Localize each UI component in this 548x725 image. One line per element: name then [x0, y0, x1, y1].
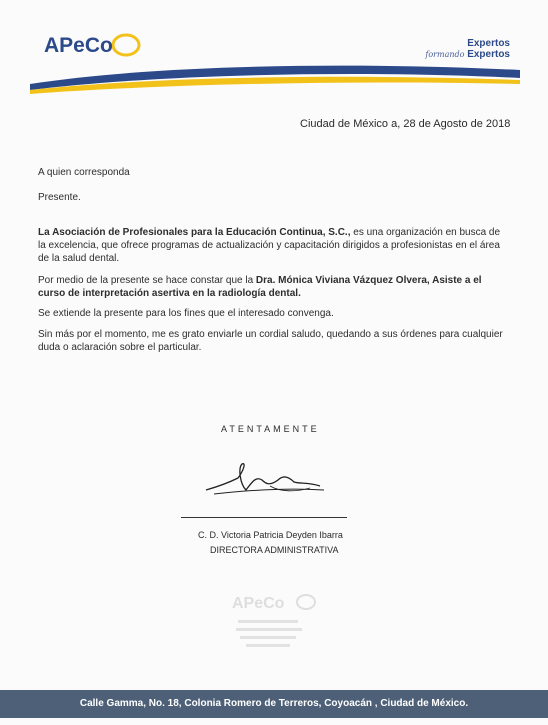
paragraph-purpose: Se extiende la presente para los fines que el interesado convenga.: [38, 308, 334, 319]
presente: Presente.: [38, 192, 81, 203]
letter-date: Ciudad de México a, 28 de Agosto de 2018: [300, 118, 511, 130]
paragraph-closing: Sin más por el momento, me es grato enviarle un cordial saludo, quedando a sus órdenes para cualquier duda o aclaración sobre el particular.: [38, 329, 503, 353]
signer-name: C. D. Victoria Patricia Deyden Ibarra: [198, 530, 343, 540]
paragraph-intro: [38, 226, 503, 265]
signer-role: DIRECTORA ADMINISTRATIVA: [210, 545, 339, 555]
tagline-bold: Expertos: [467, 49, 510, 60]
paragraph-certification-start: Por medio de la presente se hace constar que la: [38, 275, 256, 286]
salutation: A quien corresponda: [38, 167, 130, 178]
header-swoosh: [0, 56, 548, 116]
handwritten-signature: [200, 456, 330, 506]
paragraph-certification: [38, 274, 503, 300]
tagline-italic: formando: [425, 50, 465, 59]
logo-text: APeCo: [44, 34, 113, 57]
association-name: La Asociación de Profesionales para la Educación Continua, S.C.,: [38, 227, 351, 238]
footer-address-bar: Calle Gamma, No. 18, Colonia Romero de Terreros, Coyoacán , Ciudad de México.: [0, 690, 548, 718]
svg-text:APeCo: APeCo: [232, 595, 285, 612]
paragraph-intro-rest: es una organización en busca de la excelencia, que ofrece programas de actualización y capacitación dirigidos a profesionistas en el área de la salud dental.: [38, 227, 501, 264]
tagline-line1: Expertos: [467, 38, 510, 49]
signature-line: [181, 517, 347, 518]
participant-and-course: Dra. Mónica Viviana Vázquez Olvera, Asiste a el curso de interpretación asertiva en la radiología dental.: [38, 275, 482, 299]
faded-seal-stamp: [226, 590, 324, 650]
closing-atentamente: ATENTAMENTE: [221, 424, 320, 434]
